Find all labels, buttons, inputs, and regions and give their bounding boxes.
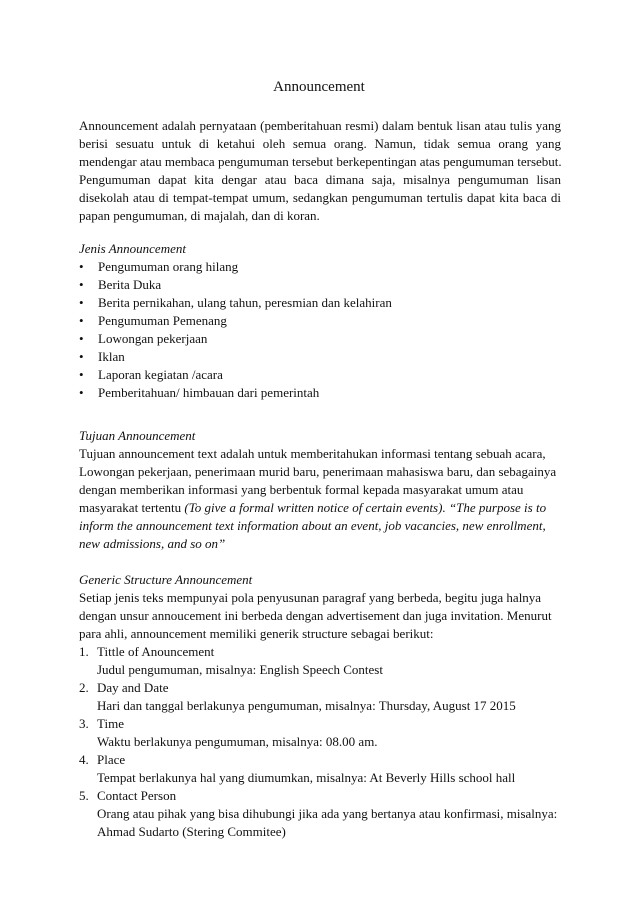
generic-intro-line: dengan unsur annoucement ini berbeda dengan advertisement dan juga invitation. Menurut: [79, 608, 552, 623]
list-item: [79, 348, 561, 366]
tujuan-line: dengan memberikan informasi yang berbentuk formal kepada masyarakat umum atau: [79, 482, 524, 497]
item-number: 4.: [79, 752, 89, 767]
structure-item-desc: Waktu berlakunya pengumuman, misalnya: 08.00 am.: [97, 734, 378, 749]
intro-paragraph: [79, 117, 561, 225]
list-item-text: Iklan: [98, 349, 125, 364]
list-item: [79, 330, 561, 348]
section-heading-jenis: Jenis Announcement: [79, 241, 186, 256]
list-item-text: Pengumuman orang hilang: [98, 259, 239, 274]
intro-line: mendengar atau membaca pengumuman tersebut berkepentingan atas pengumuman tersebut.: [79, 154, 562, 169]
jenis-list: [79, 258, 561, 402]
generic-structure-section: [79, 571, 561, 841]
intro-line: berisi sesuatu untuk di ketahui oleh semua orang. Namun, tidak semua orang yang: [79, 136, 561, 151]
bullet-icon: •: [79, 313, 84, 328]
list-item-text: Laporan kegiatan /acara: [98, 367, 223, 382]
item-number: 1.: [79, 644, 89, 659]
document-title: Announcement: [273, 79, 365, 95]
item-number: 5.: [79, 788, 89, 803]
list-item: [79, 276, 561, 294]
list-item-text: Berita Duka: [98, 277, 162, 292]
tujuan-line: Tujuan announcement text adalah untuk memberitahukan informasi tentang sebuah acara,: [79, 446, 546, 461]
structure-item-desc: Judul pengumuman, misalnya: English Speech Contest: [97, 662, 383, 677]
tujuan-english-quote: (To give a formal written notice of certain events). “The purpose is to: [184, 500, 547, 515]
structure-item-title: Tittle of Anouncement: [97, 644, 215, 659]
tujuan-english-quote: new admissions, and so on”: [79, 536, 226, 551]
tujuan-english-quote: inform the announcement text information about an event, job vacancies, new enrollment,: [79, 518, 546, 533]
structure-item-desc: Ahmad Sudarto (Stering Commitee): [97, 824, 286, 839]
jenis-section: [79, 240, 561, 402]
bullet-icon: •: [79, 259, 84, 274]
structure-item-title: Day and Date: [97, 680, 169, 695]
structure-item: [79, 787, 561, 841]
bullet-icon: •: [79, 349, 84, 364]
structure-item: [79, 679, 561, 715]
structure-item-title: Contact Person: [97, 788, 177, 803]
generic-intro-line: Setiap jenis teks mempunyai pola penyusunan paragraf yang berbeda, begitu juga halnya: [79, 590, 542, 605]
structure-item-desc: Tempat berlakunya hal yang diumumkan, misalnya: At Beverly Hills school hall: [97, 770, 516, 785]
structure-item-title: Time: [97, 716, 124, 731]
list-item: [79, 384, 561, 402]
structure-item: [79, 751, 561, 787]
structure-item: [79, 715, 561, 751]
list-item-text: Berita pernikahan, ulang tahun, peresmian dan kelahiran: [98, 295, 392, 310]
section-heading-tujuan: Tujuan Announcement: [79, 428, 196, 443]
intro-line: Pengumuman dapat kita dengar atau baca dimana saja, misalnya pengumuman lisan: [79, 172, 561, 187]
intro-line: Announcement adalah pernyataan (pemberitahuan resmi) dalam bentuk lisan atau tulis yang: [79, 118, 561, 133]
generic-intro-line: para ahli, announcement memiliki generik structure sebagai berikut:: [79, 626, 434, 641]
intro-line: disekolah atau di tempat-tempat umum, sedangkan pengumuman tertulis dapat kita baca di: [79, 190, 561, 205]
tujuan-line: Lowongan pekerjaan, penerimaan murid baru, penerimaan mahasiswa baru, dan sebagainya: [79, 464, 557, 479]
structure-item-desc: Hari dan tanggal berlakunya pengumuman, misalnya: Thursday, August 17 2015: [97, 698, 516, 713]
section-heading-generic: Generic Structure Announcement: [79, 572, 253, 587]
tujuan-text: masyarakat tertentu: [79, 500, 185, 515]
list-item-text: Pemberitahuan/ himbauan dari pemerintah: [98, 385, 320, 400]
document-body: [79, 117, 561, 841]
tujuan-section: [79, 427, 561, 553]
structure-list: [79, 643, 561, 841]
bullet-icon: •: [79, 385, 84, 400]
structure-item-title: Place: [97, 752, 126, 767]
structure-item: [79, 643, 561, 679]
bullet-icon: •: [79, 277, 84, 292]
tujuan-line: [79, 499, 561, 517]
list-item: [79, 294, 561, 312]
list-item: [79, 312, 561, 330]
list-item-text: Pengumuman Pemenang: [98, 313, 227, 328]
bullet-icon: •: [79, 295, 84, 310]
list-item: [79, 258, 561, 276]
intro-line: papan pengumuman, di majalah, dan di koran.: [79, 208, 320, 223]
list-item: [79, 366, 561, 384]
item-number: 3.: [79, 716, 89, 731]
list-item-text: Lowongan pekerjaan: [98, 331, 208, 346]
bullet-icon: •: [79, 367, 84, 382]
item-number: 2.: [79, 680, 89, 695]
bullet-icon: •: [79, 331, 84, 346]
structure-item-desc: Orang atau pihak yang bisa dihubungi jika ada yang bertanya atau konfirmasi, misalnya:: [97, 806, 558, 821]
